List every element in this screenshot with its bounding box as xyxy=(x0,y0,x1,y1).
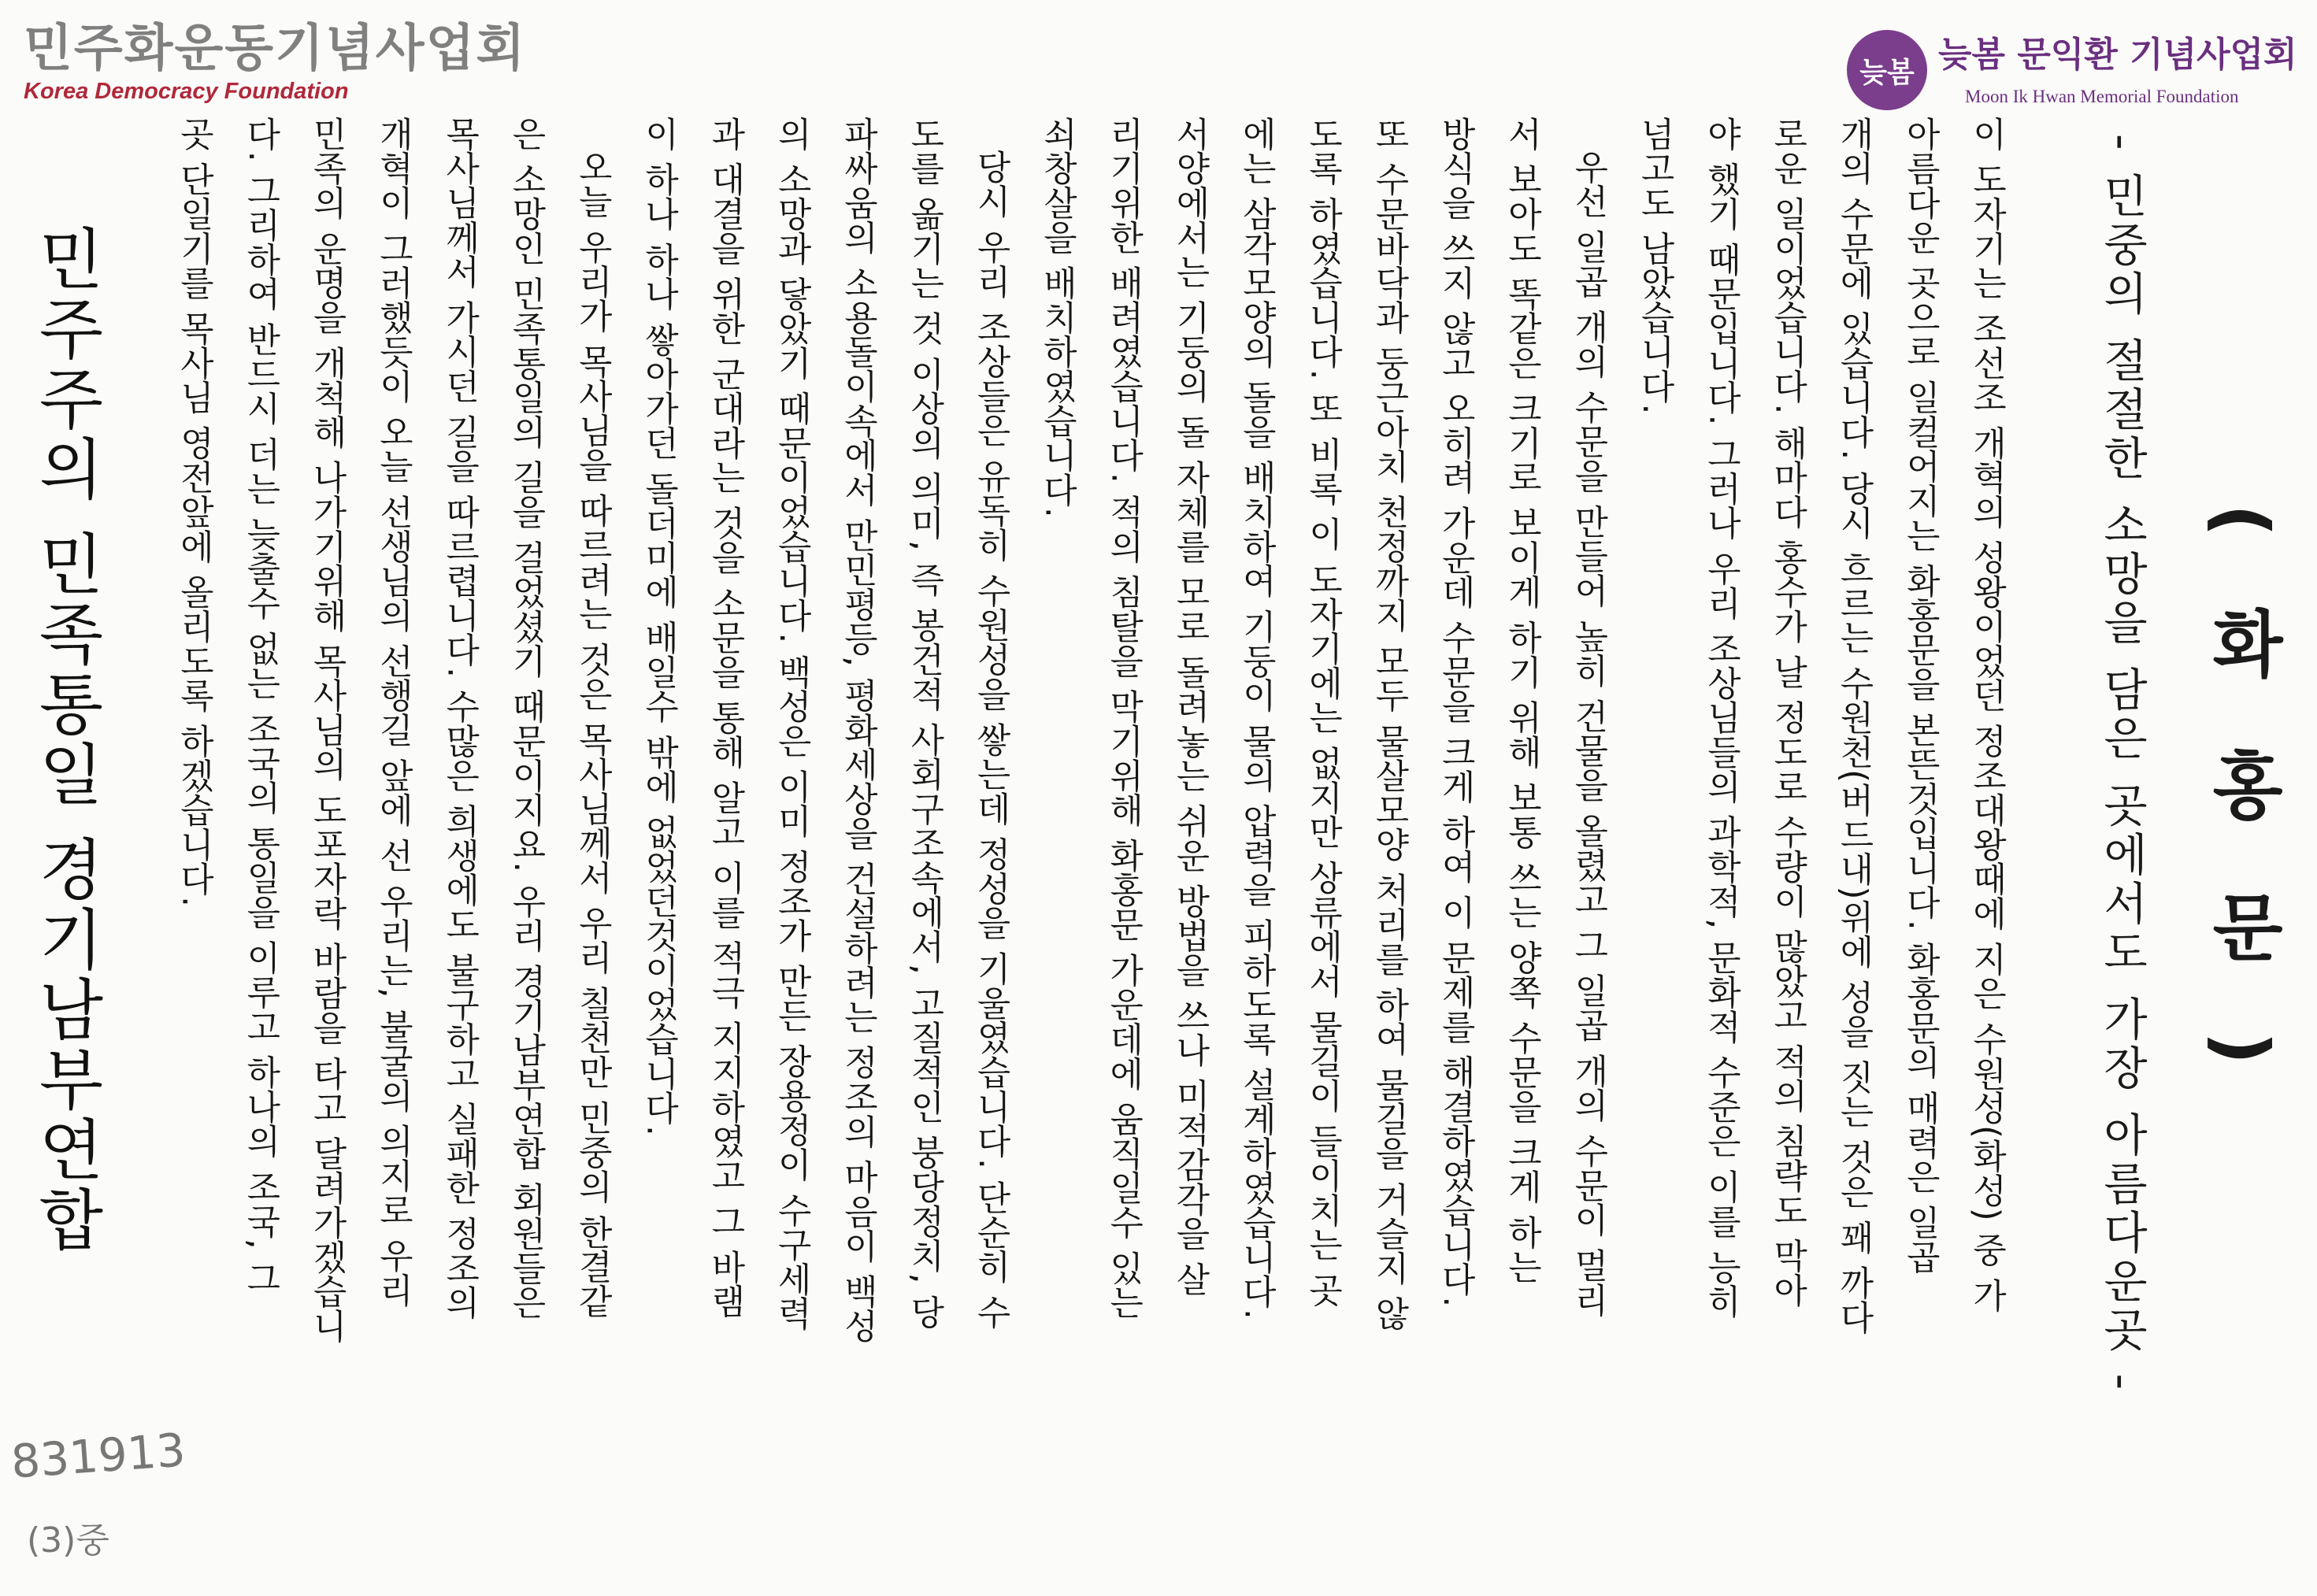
body-line: 우선 일곱 개의 수문을 만들어 높히 건물을 올렸고 그 일곱 개의 수문이 멀리 xyxy=(1568,150,1608,1317)
body-line: 목사님께서 가시던 길을 따르렵니다. 수많은 희생에도 불구하고 실패한 정조의 xyxy=(439,117,480,1320)
body-line: 에는 삼각모양의 돌을 배치하여 기둥이 물의 압력을 피하도록 설계하였습니다. xyxy=(1236,117,1277,1320)
kdf-logo-english: Korea Democracy Foundation xyxy=(24,79,349,104)
handwritten-archive-number: 831913 xyxy=(9,1423,187,1489)
body-line: 이 하나 하나 쌓아가던 돌더미에 배일수 밖에 없었던것이었습니다. xyxy=(639,117,679,1137)
body-line: 서 보아도 똑같은 크기로 보이게 하기 위해 보통 쓰는 양쪽 수문을 크게 하는 xyxy=(1502,117,1542,1284)
body-line: 오늘 우리가 목사님을 따르려는 것은 목사님께서 우리 칠천만 민중의 한결같 xyxy=(573,150,613,1319)
foundation-name-english: Moon Ik Hwan Memorial Foundation xyxy=(1965,87,2239,106)
body-line: 은 소망인 민족통일의 길을 걸었셨기 때문이지요. 우리 경기남부연합 회원들은 xyxy=(506,117,546,1320)
body-line: 넘고도 남았습니다. xyxy=(1635,117,1675,415)
body-line: 방식을 쓰지 않고 오히려 가운데 수문을 크게 하여 이 문제를 해결하였습니다. xyxy=(1436,117,1476,1308)
body-line: 과 대결을 위한 군대라는 것을 소문을 통해 알고 이를 적극 지지하였고 그 바램 xyxy=(705,117,745,1319)
moon-ik-hwan-foundation-logo xyxy=(1847,24,2304,118)
kdf-logo xyxy=(24,20,527,105)
kdf-logo-korean: 민주화운동기념사업회 xyxy=(24,20,527,78)
body-line: 곳 단일기를 목사님 영전앞에 올리도록 하겠습니다. xyxy=(174,117,214,908)
organization-name: 민주주의 민족통일 경기남부연합 xyxy=(28,224,105,1256)
body-line: 개혁이 그러했듯이 오늘 선생님의 선행길 앞에 선 우리는, 불굴의 의지로 우리 xyxy=(373,117,413,1308)
body-line: 또 수문바닥과 둥근아치 천정까지 모두 물살모양 처리를 하여 물길을 거슬지 않 xyxy=(1369,117,1409,1331)
body-line: 이 도자기는 조선조 개혁의 성왕이었던 정조대왕때에 지은 수원성(화성) 중 가 xyxy=(1967,117,2007,1313)
body-line: 파싸움의 소용돌이속에서 만민평등, 평화세상을 건설하려는 정조의 마음이 백성 xyxy=(838,117,878,1343)
body-line: 도록 하였습니다. 또 비록 이 도자기에는 없지만 상류에서 물길이 들이치는 곳 xyxy=(1303,117,1343,1308)
body-line: 아름다운 곳으로 일컬어지는 화홍문을 본뜬것입니다. 화홍문의 매력은 일곱 xyxy=(1900,117,1941,1275)
body-line: 서양에서는 기둥의 돌 자체를 모로 돌려놓는 쉬운 방법을 쓰나 미적감각을 살 xyxy=(1170,117,1210,1297)
body-line: 야 했기 때문입니다. 그러나 우리 조상님들의 과학적, 문화적 수준은 이를 능히 xyxy=(1701,117,1741,1319)
handwritten-page-mark: (3)중 xyxy=(27,1520,109,1561)
body-line: 쇠창살을 배치하였습니다. xyxy=(1037,117,1077,518)
body-line: 민족의 운명을 개척해 나가기위해 목사님의 도포자락 바람을 타고 달려가겠습니 xyxy=(307,117,347,1343)
foundation-seal-icon: 늦봄 xyxy=(1847,30,1927,110)
body-line: 도를 옮기는 것 이상의 의미, 즉 봉건적 사회구조속에서, 고질적인 붕당정치, 당 xyxy=(904,117,944,1330)
body-line: 다. 그리하여 반드시 더는 늦출수 없는 조국의 통일을 이루고 하나의 조국, 그 xyxy=(240,117,280,1295)
body-line: 당시 우리 조상들은 유독히 수원성을 쌓는데 정성을 기울였습니다. 단순히 수 xyxy=(971,150,1011,1330)
document-title: ( 화 홍 문 ) xyxy=(2200,504,2284,1087)
body-line: 의 소망과 닿았기 때문이었습니다. 백성은 이미 정조가 만든 장용정이 수구세력 xyxy=(772,117,812,1331)
foundation-name-korean: 늦봄 문익환 기념사업회 xyxy=(1938,35,2297,75)
body-line: 리기위한 배려였습니다. 적의 침탈을 막기위해 화홍문 가운데에 움직일수 있는 xyxy=(1103,117,1144,1320)
body-line: 로운 일이었습니다. 해마다 홍수가 날 정도로 수량이 많았고 적의 침략도 막아 xyxy=(1767,117,1807,1308)
document-subtitle: - 민중의 절절한 소망을 담은 곳에서도 가장 아름다운곳 - xyxy=(2096,134,2148,1394)
body-line: 개의 수문에 있습니다. 당시 흐르는 수원천(버드내)위에 성을 짓는 것은 꽤 까다 xyxy=(1833,117,1874,1335)
